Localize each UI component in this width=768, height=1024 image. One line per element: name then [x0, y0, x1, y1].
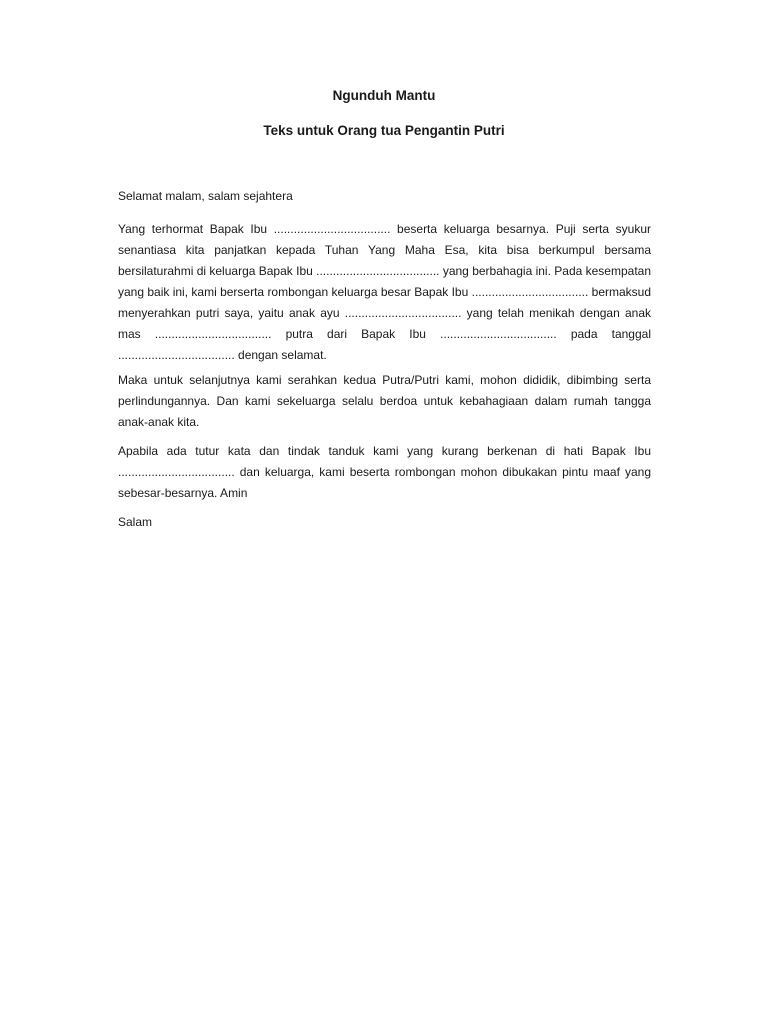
- paragraph-apology: Apabila ada tutur kata dan tindak tanduk kami yang kurang berkenan di hati Bapak Ibu ................................... dan keluarga, kami beserta rombongan mohon dibukakan pintu maaf yang sebesar-besarnya. Amin: [118, 444, 651, 500]
- closing-text: Salam: [118, 515, 153, 529]
- document-title: Ngunduh Mantu: [332, 88, 436, 103]
- paragraph-opening: Yang terhormat Bapak Ibu ................................... beserta keluarga besarnya. Puji serta syukur senantiasa kita panjatkan kepada Tuhan Yang Maha Esa, kita bisa berkumpul bersama bersilaturahmi di keluarga Bapak Ibu ..................................... yang berbahagia ini. Pada kesempatan yang baik ini, kami berserta rombongan keluarga besar Bapak Ibu ................................... bermaksud menyerahkan putri saya, yaitu anak ayu ................................... yang telah menikah dengan anak mas ................................... putra dari Bapak Ibu ................................... pada tanggal ................................... dengan selamat.: [118, 222, 651, 362]
- greeting-text: Selamat malam, salam sejahtera: [118, 189, 293, 203]
- paragraph-handover: Maka untuk selanjutnya kami serahkan kedua Putra/Putri kami, mohon dididik, dibimbing serta perlindungannya. Dan kami sekeluarga selalu berdoa untuk kebahagiaan dalam rumah tangga anak-anak kita.: [118, 373, 651, 429]
- document-subtitle: Teks untuk Orang tua Pengantin Putri: [263, 123, 505, 138]
- document-body: [118, 0, 651, 1024]
